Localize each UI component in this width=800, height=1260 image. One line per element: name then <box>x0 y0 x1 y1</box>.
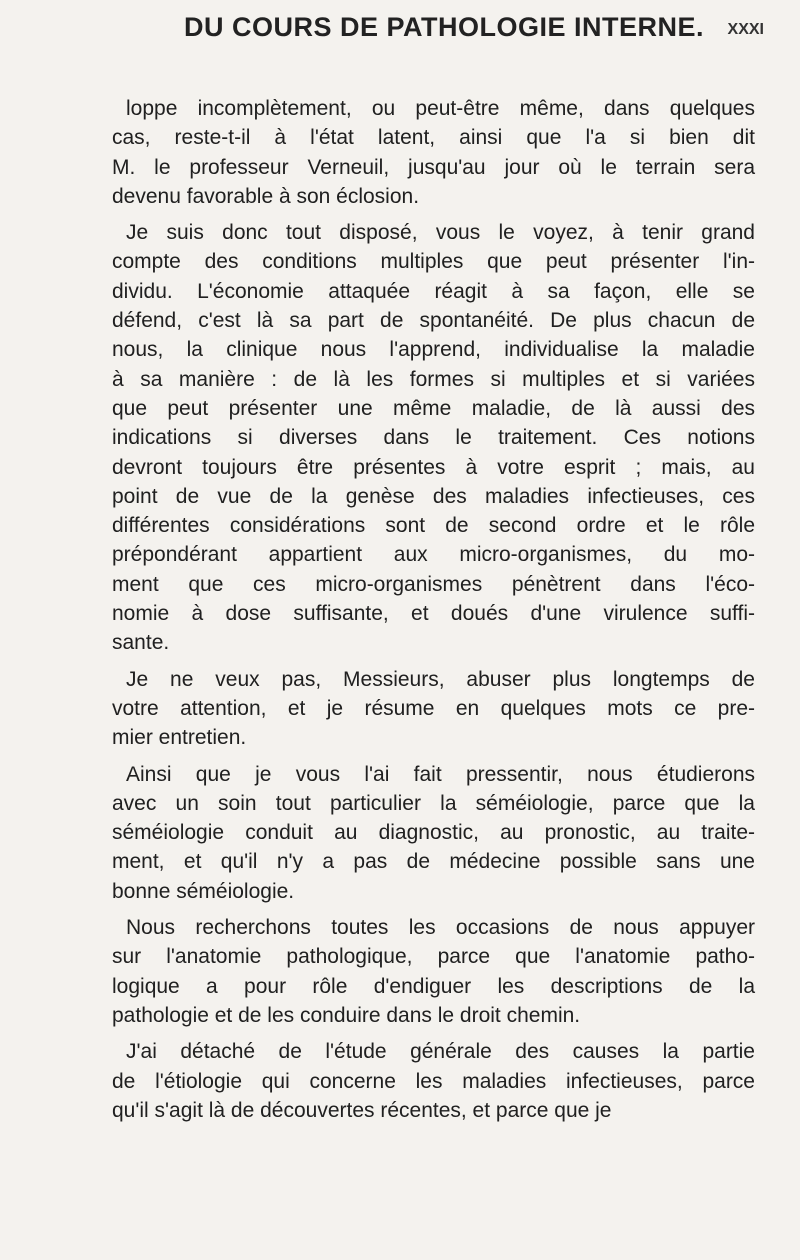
running-title: DU COURS DE PATHOLOGIE INTERNE. <box>184 12 705 42</box>
text-line: que peut présenter une même maladie, de là aussi des <box>112 396 755 420</box>
text-line: compte des conditions multiples que peut présenter l'in- <box>112 250 755 274</box>
text-line: mier entretien. <box>112 726 247 750</box>
text-line: votre attention, et je résume en quelques mots ce pre- <box>112 696 755 720</box>
text-line: ment, et qu'il n'y a pas de médecine possible sans une <box>112 850 755 874</box>
paragraph <box>112 94 755 211</box>
text-line: J'ai détaché de l'étude générale des causes la partie <box>126 1040 755 1064</box>
text-line: défend, c'est là sa part de spontanéité. De plus chacun de <box>112 309 755 333</box>
text-line: différentes considérations sont de second ordre et le rôle <box>112 514 755 538</box>
text-line: séméiologie conduit au diagnostic, au pronostic, au traite- <box>112 821 755 845</box>
text-line: nous, la clinique nous l'apprend, individualise la maladie <box>112 338 755 362</box>
text-line: cas, reste-t-il à l'état latent, ainsi que l'a si bien dit <box>112 126 755 150</box>
text-line: nomie à dose suffisante, et doués d'une virulence suffi- <box>112 602 755 626</box>
text-line: Je ne veux pas, Messieurs, abuser plus longtemps de <box>126 667 755 691</box>
text-line: sante. <box>112 631 170 655</box>
text-line: bonne séméiologie. <box>112 879 295 903</box>
text-line: de l'étiologie qui concerne les maladies infectieuses, parce <box>112 1069 755 1093</box>
paragraph <box>112 913 755 1030</box>
paragraph <box>112 218 755 657</box>
text-line: à sa manière : de là les formes si multiples et si variées <box>112 367 755 391</box>
text-line: logique a pour rôle d'endiguer les descriptions de la <box>112 974 755 998</box>
page-number: XXXI <box>727 21 764 38</box>
text-line: devront toujours être présentes à votre esprit ; mais, au <box>112 455 755 479</box>
text-line: sur l'anatomie pathologique, parce que l'anatomie patho- <box>112 945 755 969</box>
text-line: Nous recherchons toutes les occasions de nous appuyer <box>126 916 755 940</box>
page-header <box>88 12 768 48</box>
text-line: M. le professeur Verneuil, jusqu'au jour où le terrain sera <box>112 155 755 179</box>
paragraph <box>112 1037 755 1125</box>
text-line: point de vue de la genèse des maladies infectieuses, ces <box>112 484 755 508</box>
body-text <box>112 94 755 1132</box>
paragraph <box>112 760 755 906</box>
text-line: avec un soin tout particulier la séméiologie, parce que la <box>112 791 755 815</box>
text-line: prépondérant appartient aux micro-organismes, du mo- <box>112 543 755 567</box>
text-line: indications si diverses dans le traitement. Ces notions <box>112 426 755 450</box>
text-line: Ainsi que je vous l'ai fait pressentir, nous étudierons <box>126 762 755 786</box>
text-line: ment que ces micro-organismes pénètrent dans l'éco- <box>112 572 755 596</box>
text-line: devenu favorable à son éclosion. <box>112 184 420 208</box>
paragraph <box>112 665 755 753</box>
text-line: qu'il s'agit là de découvertes récentes, et parce que je <box>112 1098 612 1122</box>
text-line: Je suis donc tout disposé, vous le voyez, à tenir grand <box>126 221 755 245</box>
text-line: dividu. L'économie attaquée réagit à sa façon, elle se <box>112 279 755 303</box>
text-line: loppe incomplètement, ou peut-être même, dans quelques <box>126 97 755 120</box>
text-line: pathologie et de les conduire dans le droit chemin. <box>112 1003 581 1027</box>
